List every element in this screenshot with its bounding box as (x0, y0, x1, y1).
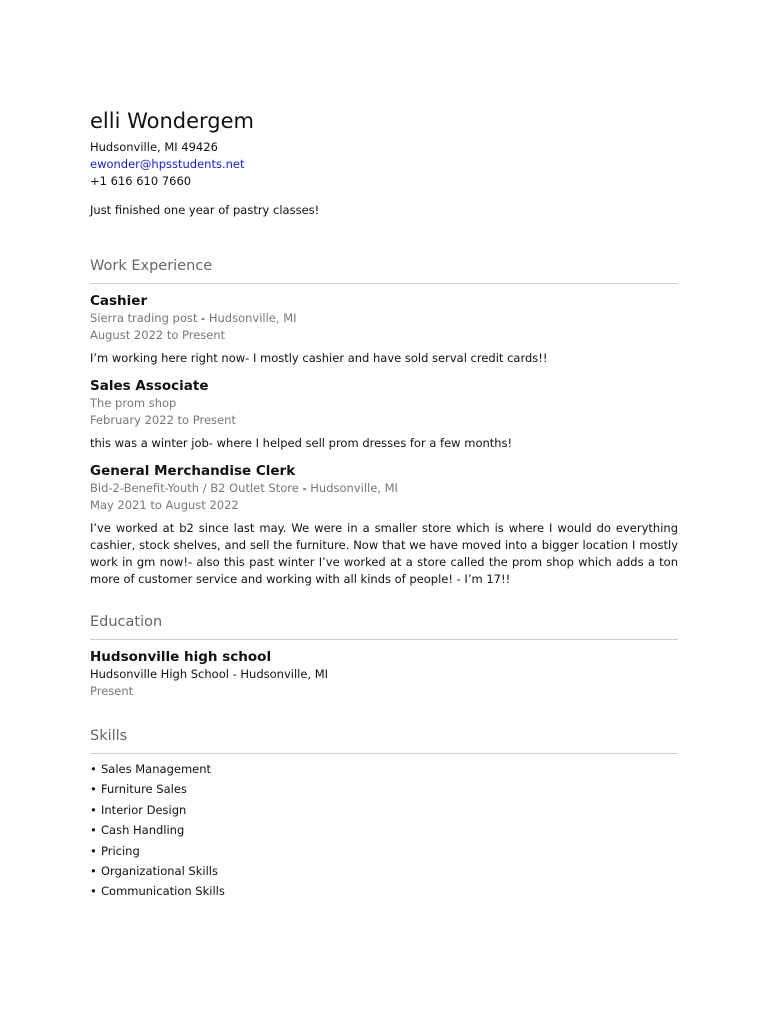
school-name: Hudsonville high school (90, 649, 272, 665)
skill-item (90, 759, 225, 779)
job-title: Cashier (90, 293, 148, 309)
skill-label: Communication Skills (101, 884, 225, 899)
job-company: Sierra trading post (90, 311, 198, 325)
bullet: • (90, 802, 97, 817)
job-entry (90, 462, 678, 588)
job-description: this was a winter job- where I helped sell prom dresses for a few months! (90, 436, 513, 450)
summary-text: Just finished one year of pastry classes! (90, 203, 320, 217)
skills-list (90, 759, 225, 902)
job-location: Hudsonville, MI (310, 481, 398, 495)
section-title-skills: Skills (90, 726, 678, 754)
education-dates: Present (90, 684, 134, 698)
location-text: Hudsonville, MI 49426 (90, 140, 218, 154)
skill-label: Cash Handling (101, 823, 185, 838)
skill-item (90, 861, 225, 881)
job-title: Sales Associate (90, 378, 209, 394)
skill-item (90, 820, 225, 840)
job-description: I’m working here right now- I mostly cashier and have sold serval credit cards!! (90, 351, 548, 365)
skill-label: Pricing (101, 843, 140, 858)
job-location: Hudsonville, MI (208, 311, 297, 325)
school-org: Hudsonville High School - Hudsonville, MI (90, 667, 329, 681)
job-dates: May 2021 to August 2022 (90, 498, 239, 512)
job-title: General Merchandise Clerk (90, 463, 296, 479)
separator: - (298, 481, 311, 495)
separator: - (197, 311, 209, 325)
bullet: • (90, 762, 97, 776)
phone-text: +1 616 610 7660 (90, 174, 192, 188)
job-entry (90, 377, 678, 452)
bullet: • (90, 823, 97, 838)
email-link[interactable]: ewonder@hpsstudents.net (90, 157, 245, 171)
bullet: • (90, 864, 97, 879)
section-title-work-experience: Work Experience (90, 256, 678, 284)
education-entry (90, 648, 678, 700)
job-description: I’ve worked at b2 since last may. We were in a smaller store which is where I would do everything cashier, stock shelves, and sell the furniture. Now that we have moved into a bigger location I mostly work in gm now!- also this past winter I’ve worked at a store called the prom shop which adds a ton more of customer service and working with all kinds of people! - I’m 17!! (90, 521, 678, 586)
job-entry (90, 292, 678, 367)
bullet: • (90, 884, 97, 899)
job-company: The prom shop (90, 396, 177, 410)
skill-item (90, 800, 225, 820)
candidate-name: elli Wondergem (90, 109, 255, 133)
skill-label: Furniture Sales (101, 782, 187, 797)
bullet: • (90, 843, 97, 858)
job-company-line (90, 310, 678, 327)
skill-label: Interior Design (101, 802, 187, 817)
job-company: Bid-2-Benefit-Youth / B2 Outlet Store (90, 481, 299, 495)
skill-label: Sales Management (101, 762, 212, 776)
skill-label: Organizational Skills (101, 864, 218, 879)
skill-item (90, 841, 225, 861)
bullet: • (90, 782, 97, 797)
skill-item (90, 881, 225, 901)
job-company-line (90, 480, 678, 497)
job-dates: August 2022 to Present (90, 328, 226, 342)
section-title-education: Education (90, 612, 678, 640)
contact-block (90, 139, 244, 190)
skill-item (90, 779, 225, 799)
job-dates: February 2022 to Present (90, 413, 236, 427)
